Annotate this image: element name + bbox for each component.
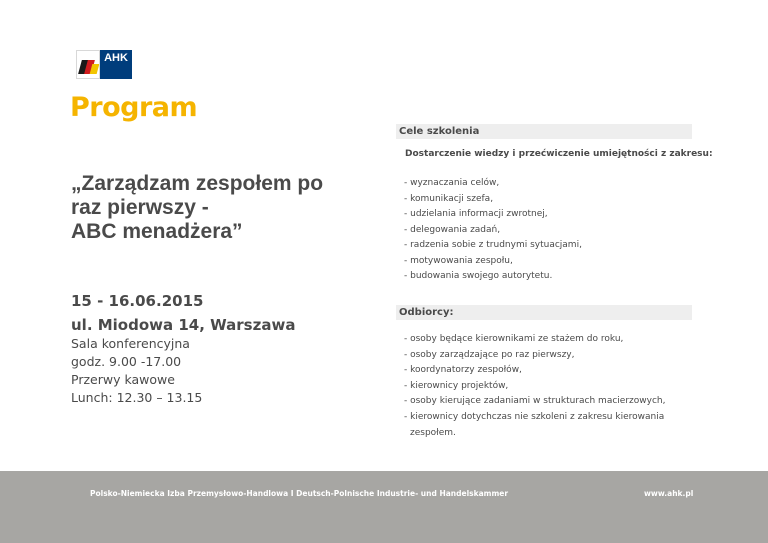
event-detail-lunch: Lunch: 12.30 – 13.15 <box>71 390 203 405</box>
training-title <box>71 172 371 244</box>
event-date: 15 - 16.06.2015 <box>71 292 204 310</box>
footer-website-link[interactable]: www.ahk.pl <box>644 489 694 498</box>
training-title-line: „Zarządzam zespołem po <box>71 172 324 195</box>
list-item: - osoby kierujące zadaniami w strukturach macierzowych, <box>404 396 666 407</box>
ahk-logo <box>76 50 132 79</box>
list-item: zespołem. <box>410 427 456 438</box>
goals-list <box>404 176 582 285</box>
list-item: - radzenia sobie z trudnymi sytuacjami, <box>404 240 582 250</box>
event-detail-venue: Sala konferencyjna <box>71 336 190 351</box>
list-item: - kierownicy dotychczas nie szkoleni z zakresu kierowania <box>404 411 665 422</box>
training-title-line: raz pierwszy - <box>71 196 209 219</box>
list-item: - koordynatorzy zespołów, <box>404 365 522 376</box>
footer-organization: Polsko-Niemiecka Izba Przemysłowo-Handlowa I Deutsch-Polnische Industrie- und Handelskammer <box>90 489 509 498</box>
list-item: - kierownicy projektów, <box>404 380 509 391</box>
audience-list <box>404 332 665 441</box>
training-title-line: ABC menadżera” <box>71 220 243 243</box>
german-flag-icon <box>76 50 100 79</box>
goals-section-heading: Cele szkolenia <box>396 124 692 139</box>
list-item: - wyznaczania celów, <box>404 178 500 188</box>
list-item: - udzielania informacji zwrotnej, <box>404 209 548 219</box>
list-item: - osoby będące kierownikami ze stażem do roku, <box>404 334 624 344</box>
ahk-logo-text: AHK <box>100 50 132 79</box>
list-item: - osoby zarządzające po raz pierwszy, <box>404 349 575 360</box>
list-item: - delegowania zadań, <box>404 224 501 235</box>
page-footer <box>0 471 768 543</box>
event-detail-hours: godz. 9.00 -17.00 <box>71 354 182 369</box>
list-item: - motywowania zespołu, <box>404 255 513 266</box>
list-item: - komunikacji szefa, <box>404 193 494 204</box>
audience-section-heading: Odbiorcy: <box>396 305 692 320</box>
event-address: ul. Miodowa 14, Warszawa <box>71 316 296 334</box>
page-heading: Program <box>70 92 198 123</box>
list-item: - budowania swojego autorytetu. <box>404 271 553 281</box>
goals-intro: Dostarczenie wiedzy i przećwiczenie umiejętności z zakresu: <box>405 149 713 159</box>
event-detail-breaks: Przerwy kawowe <box>71 372 175 387</box>
event-details <box>71 335 202 407</box>
